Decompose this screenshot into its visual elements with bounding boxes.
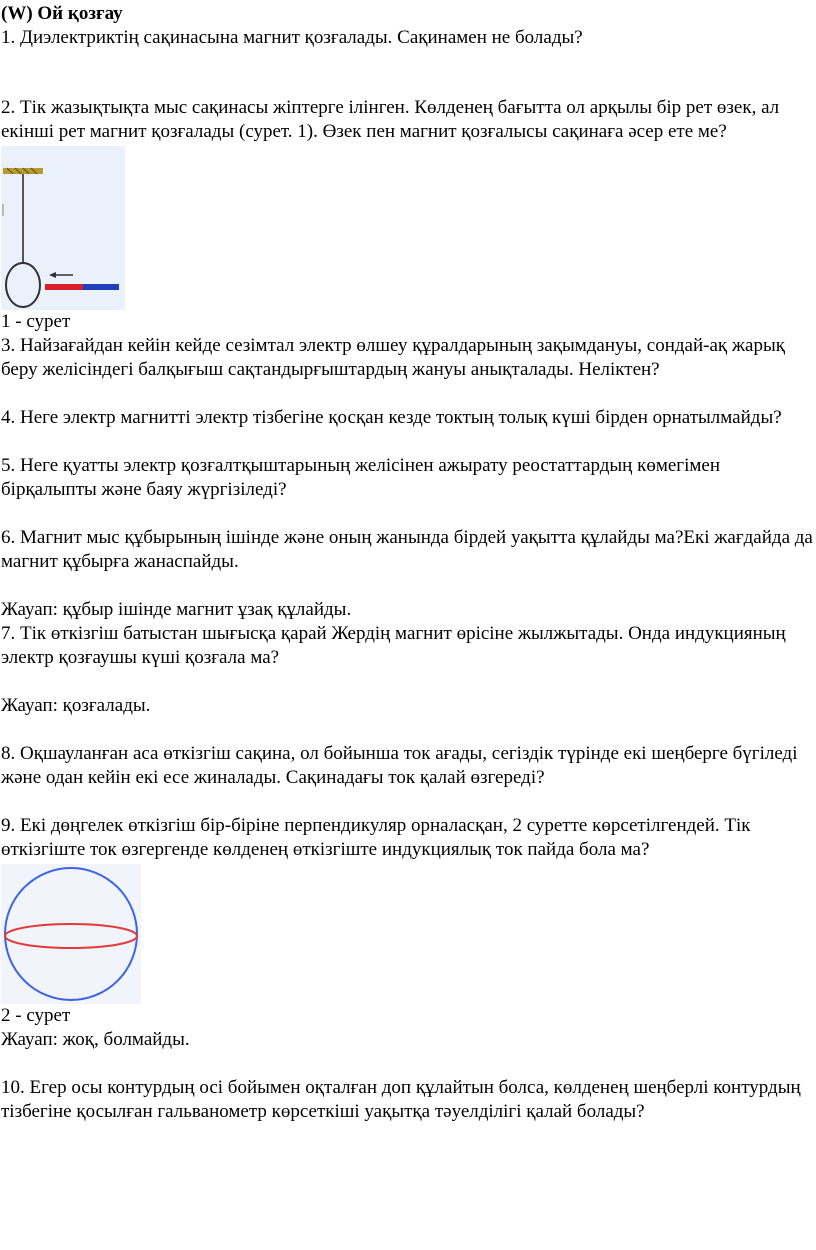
question-8: 8. Оқшауланған аса өткізгіш сақина, ол бойынша ток ағады, сегіздік түрінде екі шеңберге бүгіледі және одан кейін екі есе жиналады. Сақинадағы ток қалай өзгереді? <box>1 743 798 788</box>
page-title: (W) Ой қозғау <box>1 3 123 24</box>
figure-1-drawing <box>1 146 125 310</box>
spacer <box>1 382 813 406</box>
question-6: 6. Магнит мыс құбырының ішінде және оның жанында бірдей уақытта құлайды ма?Екі жағдайда да магнит құбырға жанаспайды. <box>1 527 813 572</box>
question-5: 5. Неге қуатты электр қозғалтқыштарының желісінен ажырату реостаттардың көмегімен бірқалыпты және баяу жүргізіледі? <box>1 455 720 500</box>
spacer <box>1 430 813 454</box>
magnet-south <box>83 284 119 290</box>
figure-2-drawing <box>1 864 141 1004</box>
spacer <box>1 670 813 694</box>
question-7: 7. Тік өткізгіш батыстан шығысқа қарай Жердің магнит өрісіне жылжытады. Онда индукцияның электр қозғаушы күші қозғала ма? <box>1 623 786 668</box>
question-2: 2. Тік жазықтықта мыс сақинасы жіптерге ілінген. Көлденең бағытта ол арқылы бір рет өзек, ал екінші рет магнит қозғалады (сурет. 1). Өзек пен магнит қозғалысы сақинаға әсер ете ме? <box>1 97 780 142</box>
figure-1-pendulum-ring <box>1 146 125 310</box>
question-9: 9. Екі дөңгелек өткізгіш бір-біріне перпендикуляр орналасқан, 2 суретте көрсетілгендей. Тік өткізгіште ток өзгергенде көлденең өткізгіште индукциялық ток пайда бола ма? <box>1 815 751 860</box>
spacer <box>1 502 813 526</box>
spacer <box>1 50 813 96</box>
figure-1-caption: 1 - сурет <box>1 311 71 332</box>
figure-2-caption: 2 - сурет <box>1 1005 71 1026</box>
copper-ring <box>6 263 40 307</box>
question-1: 1. Диэлектриктің сақинасына магнит қозғалады. Сақинамен не болады? <box>1 27 583 48</box>
vertical-loop <box>5 868 137 1000</box>
answer-7: Жауап: қозғалады. <box>1 695 151 716</box>
spacer <box>1 574 813 598</box>
question-4: 4. Неге электр магнитті электр тізбегіне қосқан кезде токтың толық күші бірден орнатылмайды? <box>1 407 782 428</box>
document-page <box>1 2 813 1124</box>
ceiling-mount <box>3 168 43 174</box>
answer-9: Жауап: жоқ, болмайды. <box>1 1029 190 1050</box>
spacer <box>1 718 813 742</box>
horizontal-loop <box>5 924 137 948</box>
answer-6: Жауап: құбыр ішінде магнит ұзақ құлайды. <box>1 599 352 620</box>
magnet-north <box>45 284 83 290</box>
spacer <box>1 1052 813 1076</box>
figure-2-perpendicular-loops <box>1 864 141 1004</box>
question-10: 10. Егер осы контурдың осі бойымен оқталған доп құлайтын болса, көлденең шеңберлі контурдың тізбегіне қосылған гальванометр көрсеткіші уақытқа тәуелділігі қалай болады? <box>1 1077 801 1122</box>
question-3: 3. Найзағайдан кейін кейде сезімтал электр өлшеу құралдарының зақымдануы, сондай-ақ жарық беру желісіндегі балқығыш сақтандырғыштардың жануы анықталады. Неліктен? <box>1 335 785 380</box>
spacer <box>1 790 813 814</box>
